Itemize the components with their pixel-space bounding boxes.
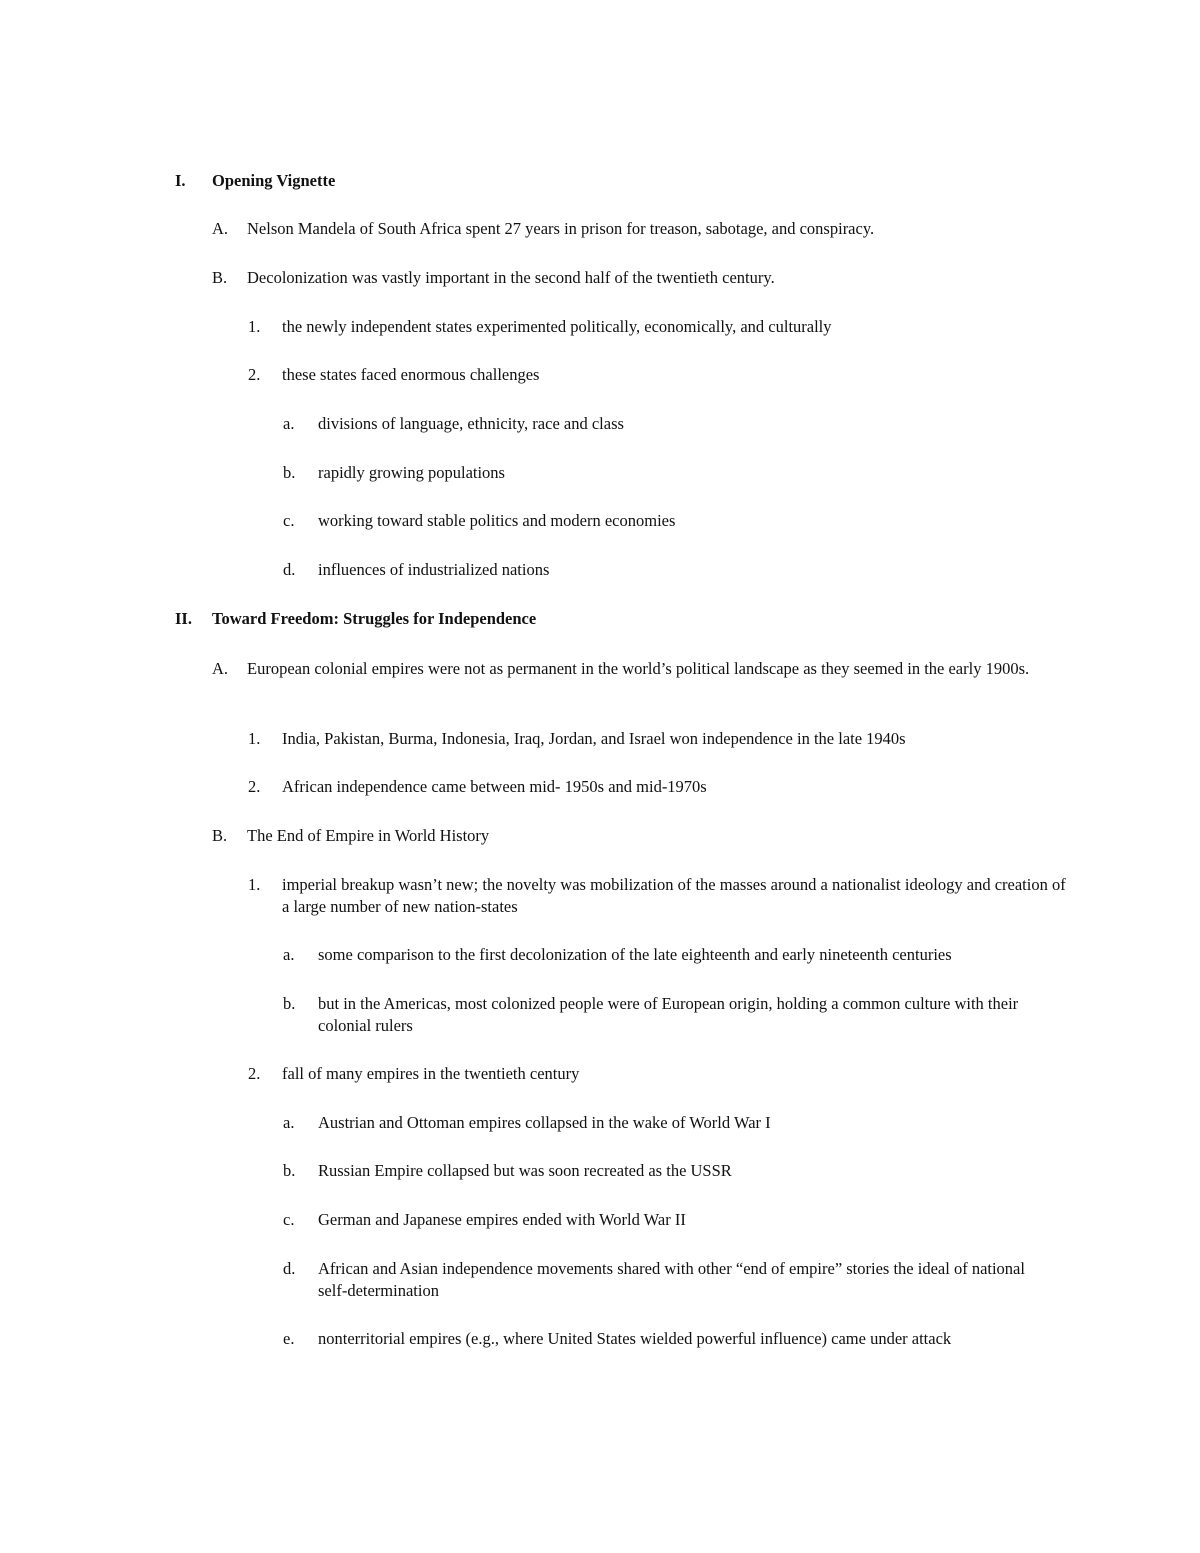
- outline-item: [248, 364, 1200, 386]
- outline-item: [283, 462, 1200, 484]
- item-text: rapidly growing populations: [318, 463, 505, 482]
- outline-item: [212, 825, 1200, 847]
- outline-item: [283, 1209, 1200, 1231]
- item-marker: d.: [283, 1259, 296, 1278]
- item-text: imperial breakup wasn’t new; the novelty was mobilization of the masses around a nationalist ideology and creation of a large number of new nation-states: [282, 875, 1066, 916]
- outline-item: [283, 1258, 1200, 1302]
- outline-item: [248, 728, 1200, 750]
- outline-item: [283, 413, 1200, 435]
- item-text: divisions of language, ethnicity, race and class: [318, 414, 624, 433]
- outline-item: [283, 1160, 1200, 1182]
- outline-item: [212, 267, 1200, 289]
- section-heading: [175, 608, 1200, 630]
- item-text: African independence came between mid- 1950s and mid-1970s: [282, 777, 707, 796]
- outline-item: [248, 874, 1200, 918]
- section-number: I.: [175, 171, 186, 190]
- item-text: German and Japanese empires ended with World War II: [318, 1210, 686, 1229]
- outline-item: [283, 944, 1200, 966]
- item-marker: a.: [283, 1113, 295, 1132]
- item-marker: a.: [283, 945, 295, 964]
- item-text: these states faced enormous challenges: [282, 365, 540, 384]
- item-marker: b.: [283, 1161, 296, 1180]
- item-marker: 1.: [248, 317, 261, 336]
- item-text: African and Asian independence movements shared with other “end of empire” stories the ideal of national self-determination: [318, 1259, 1025, 1300]
- section-heading: [175, 170, 1200, 192]
- item-text: the newly independent states experimented politically, economically, and culturally: [282, 317, 832, 336]
- outline-item: [283, 510, 1200, 532]
- item-marker: 1.: [248, 729, 261, 748]
- outline-item: [248, 1063, 1200, 1085]
- item-marker: A.: [212, 219, 229, 238]
- item-marker: a.: [283, 414, 295, 433]
- section-title: Toward Freedom: Struggles for Independence: [212, 609, 537, 628]
- item-marker: b.: [283, 463, 296, 482]
- item-marker: b.: [283, 994, 296, 1013]
- section-title: Opening Vignette: [212, 171, 336, 190]
- item-marker: A.: [212, 659, 229, 678]
- item-marker: 2.: [248, 1064, 261, 1083]
- item-marker: B.: [212, 268, 228, 287]
- item-text: Nelson Mandela of South Africa spent 27 years in prison for treason, sabotage, and conspiracy.: [247, 219, 875, 238]
- item-text: Austrian and Ottoman empires collapsed in the wake of World War I: [318, 1113, 771, 1132]
- item-text: The End of Empire in World History: [247, 826, 490, 845]
- item-text: but in the Americas, most colonized people were of European origin, holding a common culture with their colonial rulers: [318, 994, 1019, 1035]
- item-marker: 2.: [248, 365, 261, 384]
- item-text: Decolonization was vastly important in the second half of the twentieth century.: [247, 268, 775, 287]
- outline-item: [248, 776, 1200, 798]
- item-marker: e.: [283, 1329, 295, 1348]
- item-text: nonterritorial empires (e.g., where United States wielded powerful influence) came under attack: [318, 1329, 952, 1348]
- item-marker: B.: [212, 826, 228, 845]
- item-text: India, Pakistan, Burma, Indonesia, Iraq, Jordan, and Israel won independence in the late 1940s: [282, 729, 906, 748]
- outline-item: [283, 1328, 1200, 1350]
- item-text: influences of industrialized nations: [318, 560, 550, 579]
- item-text: European colonial empires were not as permanent in the world’s political landscape as they seemed in the early 1900s.: [247, 659, 1030, 678]
- item-marker: d.: [283, 560, 296, 579]
- item-marker: c.: [283, 1210, 295, 1229]
- outline-item: [212, 218, 1200, 240]
- outline-item: [283, 1112, 1200, 1134]
- outline-item: [283, 559, 1200, 581]
- item-marker: 1.: [248, 875, 261, 894]
- outline-item: [283, 993, 1200, 1037]
- item-text: fall of many empires in the twentieth century: [282, 1064, 580, 1083]
- section-number: II.: [175, 609, 192, 628]
- outline-item: [212, 658, 1200, 680]
- item-text: some comparison to the first decolonization of the late eighteenth and early nineteenth centuries: [318, 945, 952, 964]
- item-text: working toward stable politics and modern economies: [318, 511, 676, 530]
- outline-item: [248, 316, 1200, 338]
- item-text: Russian Empire collapsed but was soon recreated as the USSR: [318, 1161, 732, 1180]
- item-marker: 2.: [248, 777, 261, 796]
- item-marker: c.: [283, 511, 295, 530]
